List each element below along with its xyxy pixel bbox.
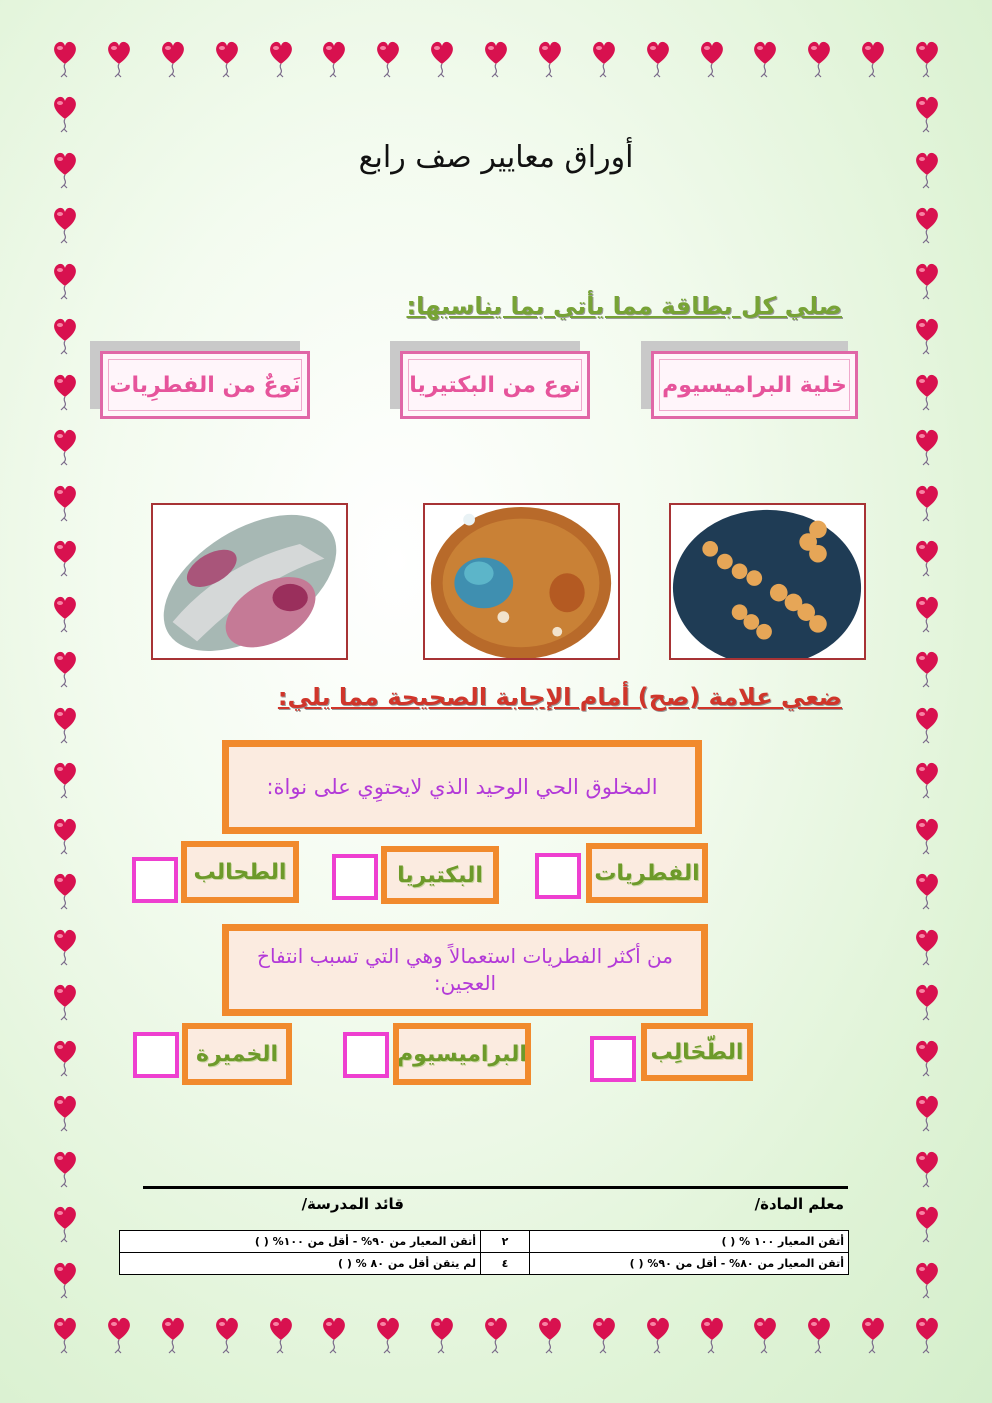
heart-balloon-icon (52, 428, 78, 466)
evaluation-table (119, 1230, 849, 1275)
heart-balloon-icon (160, 1316, 186, 1354)
table-cell: أتقن المعيار ١٠٠ % ( ) (530, 1231, 849, 1253)
bacteria-image[interactable] (669, 503, 866, 660)
heart-balloon-icon (914, 761, 940, 799)
heart-balloon-icon (914, 1316, 940, 1354)
option-label: الخميرة (195, 1041, 279, 1067)
heart-balloon-icon (52, 1039, 78, 1077)
checkbox-paramecium[interactable] (343, 1032, 389, 1078)
heart-balloon-icon (914, 1205, 940, 1243)
card-label: خلية البراميسيوم (662, 372, 847, 398)
heart-balloon-icon (375, 40, 401, 78)
card-paramecium[interactable] (651, 351, 858, 419)
heart-balloon-icon (914, 484, 940, 522)
heart-balloon-icon (645, 40, 671, 78)
table-row (120, 1231, 849, 1253)
heart-balloon-icon (214, 1316, 240, 1354)
option-label: الفطريات (594, 860, 700, 886)
heart-balloon-icon (914, 983, 940, 1021)
option-label: البكتيريا (397, 862, 483, 888)
checkbox-fungi[interactable] (535, 853, 581, 899)
heart-balloon-icon (914, 262, 940, 300)
heart-balloon-icon (752, 1316, 778, 1354)
heart-balloon-icon (52, 373, 78, 411)
heart-balloon-icon (52, 706, 78, 744)
heart-balloon-icon (52, 95, 78, 133)
card-label: نوع من البكتيريا (409, 372, 581, 398)
checkbox-algae[interactable] (132, 857, 178, 903)
question-2-2-statement (222, 924, 708, 1016)
heart-balloon-icon (52, 262, 78, 300)
option-bacteria[interactable] (381, 846, 499, 904)
card-label: نَوعٌ من الفطرِيات (109, 372, 301, 398)
checkbox-yeast[interactable] (133, 1032, 179, 1078)
heart-balloon-icon (52, 1094, 78, 1132)
heart-balloon-icon (914, 650, 940, 688)
heart-balloon-icon (483, 1316, 509, 1354)
heart-balloon-icon (52, 817, 78, 855)
heart-balloon-icon (699, 1316, 725, 1354)
option-label: الطّحَالِب (650, 1039, 744, 1065)
heart-balloon-icon (537, 1316, 563, 1354)
teacher-signature-label: معلم المادة/ (754, 1195, 844, 1213)
statement-text: من أكثر الفطريات استعمالاً وهي التي تسبب انتفاخ العجين: (257, 944, 673, 995)
heart-balloon-icon (321, 1316, 347, 1354)
heart-balloon-icon (52, 928, 78, 966)
heart-balloon-icon (52, 539, 78, 577)
heart-balloon-icon (214, 40, 240, 78)
heart-balloon-icon (645, 1316, 671, 1354)
checkbox-bacteria[interactable] (332, 854, 378, 900)
heart-balloon-icon (914, 817, 940, 855)
heart-balloon-icon (914, 1094, 940, 1132)
heart-balloon-icon (914, 706, 940, 744)
heart-balloon-icon (806, 40, 832, 78)
heart-balloon-icon (268, 1316, 294, 1354)
option-yeast[interactable] (182, 1023, 292, 1085)
fungus-cell-image[interactable] (423, 503, 620, 660)
heart-balloon-icon (806, 1316, 832, 1354)
heart-balloon-icon (52, 484, 78, 522)
heart-balloon-icon (860, 1316, 886, 1354)
card-bacteria[interactable] (400, 351, 590, 419)
paramecium-image[interactable] (151, 503, 348, 660)
table-cell: ٤ (481, 1253, 530, 1275)
heart-balloon-icon (52, 983, 78, 1021)
heart-balloon-icon (752, 40, 778, 78)
heart-balloon-icon (914, 317, 940, 355)
heart-balloon-icon (860, 40, 886, 78)
heart-balloon-icon (914, 1039, 940, 1077)
heart-balloon-icon (914, 428, 940, 466)
heart-balloon-icon (52, 761, 78, 799)
table-cell: أتقن المعيار من ٨٠% - أقل من ٩٠% ( ) (530, 1253, 849, 1275)
heart-balloon-icon (429, 1316, 455, 1354)
heart-balloon-icon (483, 40, 509, 78)
heart-balloon-icon (52, 317, 78, 355)
option-label: البراميسيوم (397, 1041, 527, 1067)
question-1-heading: صلي كل بطاقة مما يأتي بما يناسبها: (406, 292, 842, 320)
question-2-heading: ضعي علامة (صح) أمام الإجابة الصحيحة مما يلي: (277, 683, 842, 711)
heart-balloon-icon (914, 539, 940, 577)
heart-balloon-icon (52, 206, 78, 244)
heart-balloon-icon (52, 1150, 78, 1188)
option-algae-2[interactable] (641, 1023, 753, 1081)
heart-balloon-icon (160, 40, 186, 78)
checkbox-algae-2[interactable] (590, 1036, 636, 1082)
heart-balloon-icon (591, 40, 617, 78)
page-title: أوراق معايير صف رابع (358, 140, 634, 175)
heart-balloon-icon (914, 1261, 940, 1299)
heart-balloon-icon (52, 1316, 78, 1354)
principal-signature-label: قائد المدرسة/ (301, 1195, 404, 1213)
heart-balloon-icon (537, 40, 563, 78)
heart-balloon-icon (106, 1316, 132, 1354)
heart-balloon-icon (321, 40, 347, 78)
option-fungi[interactable] (586, 843, 708, 903)
option-label: الطحالب (193, 859, 287, 885)
heart-balloon-icon (106, 40, 132, 78)
heart-balloon-icon (375, 1316, 401, 1354)
option-paramecium[interactable] (393, 1023, 531, 1085)
heart-balloon-icon (914, 95, 940, 133)
heart-balloon-icon (914, 1150, 940, 1188)
heart-balloon-icon (914, 373, 940, 411)
heart-balloon-icon (914, 595, 940, 633)
card-fungi[interactable] (100, 351, 310, 419)
table-cell: أتقن المعيار من ٩٠% - أقل من ١٠٠% ( ) (120, 1231, 481, 1253)
heart-balloon-icon (52, 595, 78, 633)
heart-balloon-icon (52, 1261, 78, 1299)
question-2-1-statement (222, 740, 702, 834)
table-cell: ٢ (481, 1231, 530, 1253)
option-algae[interactable] (181, 841, 299, 903)
heart-balloon-icon (52, 40, 78, 78)
heart-balloon-icon (914, 872, 940, 910)
signature-divider (143, 1186, 848, 1189)
heart-balloon-icon (52, 872, 78, 910)
heart-balloon-icon (52, 650, 78, 688)
heart-balloon-icon (699, 40, 725, 78)
table-row (120, 1253, 849, 1275)
table-cell: لم يتقن أقل من ٨٠ % ( ) (120, 1253, 481, 1275)
heart-balloon-icon (52, 1205, 78, 1243)
heart-balloon-icon (914, 40, 940, 78)
heart-balloon-icon (268, 40, 294, 78)
statement-text: المخلوق الحي الوحيد الذي لايحتوِي على نواة: (266, 774, 658, 799)
heart-balloon-icon (914, 928, 940, 966)
heart-balloon-icon (914, 206, 940, 244)
heart-balloon-icon (591, 1316, 617, 1354)
heart-balloon-icon (429, 40, 455, 78)
